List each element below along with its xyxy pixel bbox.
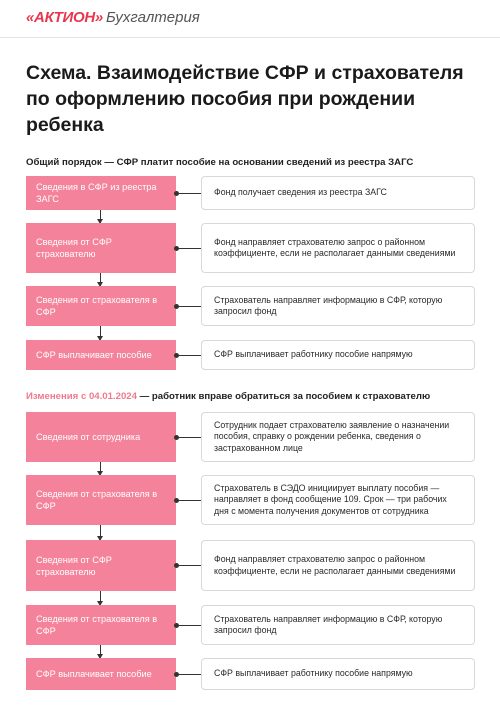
s2-step-5: СФР выплачивает пособие: [26, 658, 176, 690]
s1-step-1: Сведения в СФР из реестра ЗАГС: [26, 176, 176, 210]
s2-arrow-1: [100, 462, 101, 475]
s1-desc-1: Фонд получает сведения из реестра ЗАГС: [201, 176, 475, 210]
s2-step-2: Сведения от страхователя в СФР: [26, 475, 176, 525]
logo-brand: «АКТИОН»: [26, 9, 103, 26]
s1-step-4: СФР выплачивает пособие: [26, 340, 176, 370]
s2-desc-1: Сотрудник подает страхователю заявление о назначении пособия, справку о рождении ребенка, сведения о застрахованном лице: [201, 412, 475, 462]
section1-heading: [26, 157, 486, 168]
section2-heading-accent: Изменения с 04.01.2024: [26, 391, 137, 402]
s2-step-3: Сведения от СФР страхователю: [26, 540, 176, 591]
s1-arrow-1: [100, 210, 101, 223]
s2-step-1: Сведения от сотрудника: [26, 412, 176, 462]
s2-connector-1: [176, 437, 201, 438]
header-divider: [0, 37, 500, 38]
s1-connector-1: [176, 193, 201, 194]
s1-connector-2: [176, 248, 201, 249]
logo-subtitle: Бухгалтерия: [105, 9, 200, 26]
s2-desc-5: СФР выплачивает работнику пособие напрямую: [201, 658, 475, 690]
s1-desc-2: Фонд направляет страхователю запрос о районном коэффициенте, если не располагает данными сведениями: [201, 223, 475, 273]
s1-step-3: Сведения от страхователя в СФР: [26, 286, 176, 326]
s2-connector-4: [176, 625, 201, 626]
s2-arrow-2: [100, 525, 101, 540]
section2-heading: [26, 391, 486, 402]
s2-arrow-4: [100, 645, 101, 658]
s1-arrow-2: [100, 273, 101, 286]
s2-desc-4: Страхователь направляет информацию в СФР, которую запросил фонд: [201, 605, 475, 645]
s2-connector-3: [176, 565, 201, 566]
s1-connector-3: [176, 306, 201, 307]
section2-heading-text: — работник вправе обратиться за пособием к страхователю: [136, 391, 431, 402]
s2-desc-3: Фонд направляет страхователю запрос о районном коэффициенте, если не располагает данными сведениями: [201, 540, 475, 591]
page-title: Схема. Взаимодействие СФР и страхователя по оформлению пособия при рождении ребенка: [26, 62, 464, 136]
s1-desc-4: СФР выплачивает работнику пособие напрямую: [201, 340, 475, 370]
s1-step-2: Сведения от СФР страхователю: [26, 223, 176, 273]
s1-desc-3: Страхователь направляет информацию в СФР, которую запросил фонд: [201, 286, 475, 326]
s2-desc-2: Страхователь в СЭДО инициирует выплату пособия — направляет в фонд сообщение 109. Срок — три рабочих дня с момента получения документов от сотрудника: [201, 475, 475, 525]
s1-arrow-3: [100, 326, 101, 340]
s2-connector-5: [176, 674, 201, 675]
s2-arrow-3: [100, 591, 101, 605]
header: [0, 0, 500, 38]
logo: [26, 9, 200, 26]
section1-heading-text: Общий порядок — СФР платит пособие на основании сведений из реестра ЗАГС: [26, 157, 414, 168]
s1-connector-4: [176, 355, 201, 356]
s2-connector-2: [176, 500, 201, 501]
s2-step-4: Сведения от страхователя в СФР: [26, 605, 176, 645]
